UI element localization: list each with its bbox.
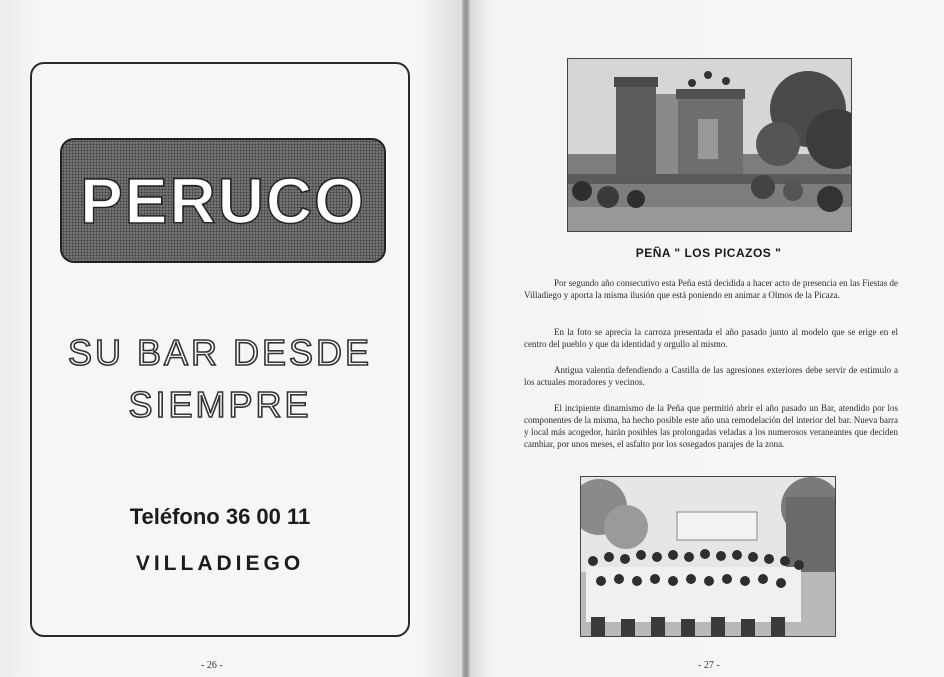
group-photo-illustration [581, 477, 836, 637]
advertisement-frame [30, 62, 410, 637]
page-number-left: - 26 - [201, 660, 223, 671]
peruco-logo-text: PERUCO [80, 164, 366, 237]
towers-photo [567, 58, 852, 232]
slogan-line-1: SU BAR DESDE [67, 332, 373, 373]
article-paragraph-4: El incipiente dinamismo de la Peña que permitió abrir el año pasado un Bar, atendido por los componentes de la misma, ha hecho posible este año una remodelación del interior del bar. Nueva barra y local más acogedor, harán posibles las prolongadas veladas a los numerosos veraneantes que deciden cambiar, por unos meses, el asfalto por los sosegados parajes de la zona. [524, 403, 898, 449]
group-photo [580, 476, 836, 637]
article-paragraph-1: Por segundo año consecutivo esta Peña está decidida a hacer acto de presencia en las Fiestas de Villadiego y aporta la misma ilusión que está poniendo en animar a Olmos de la Picaza. [524, 278, 898, 300]
article-paragraph-3: Antigua valentía defendiendo a Castilla de las agresiones exteriores debe servir de estímulo a los actuales moradores y vecinos. [524, 365, 898, 387]
towers-photo-illustration [568, 59, 852, 232]
page-number-right: - 27 - [698, 660, 720, 671]
left-page [0, 0, 466, 677]
article-paragraph-2: En la foto se aprecia la carroza presentada el año pasado junto al modelo que se erige en el centro del pueblo y que da identidad y orgullo al mismo. [524, 327, 898, 349]
phone-number: Teléfono 36 00 11 [129, 504, 311, 529]
slogan-line-2: SIEMPRE [128, 384, 312, 425]
book-spine [462, 0, 470, 677]
town-name: VILLADIEGO [135, 552, 305, 575]
peruco-logo-box [60, 138, 386, 263]
article-heading: PEÑA " LOS PICAZOS " [635, 246, 782, 260]
